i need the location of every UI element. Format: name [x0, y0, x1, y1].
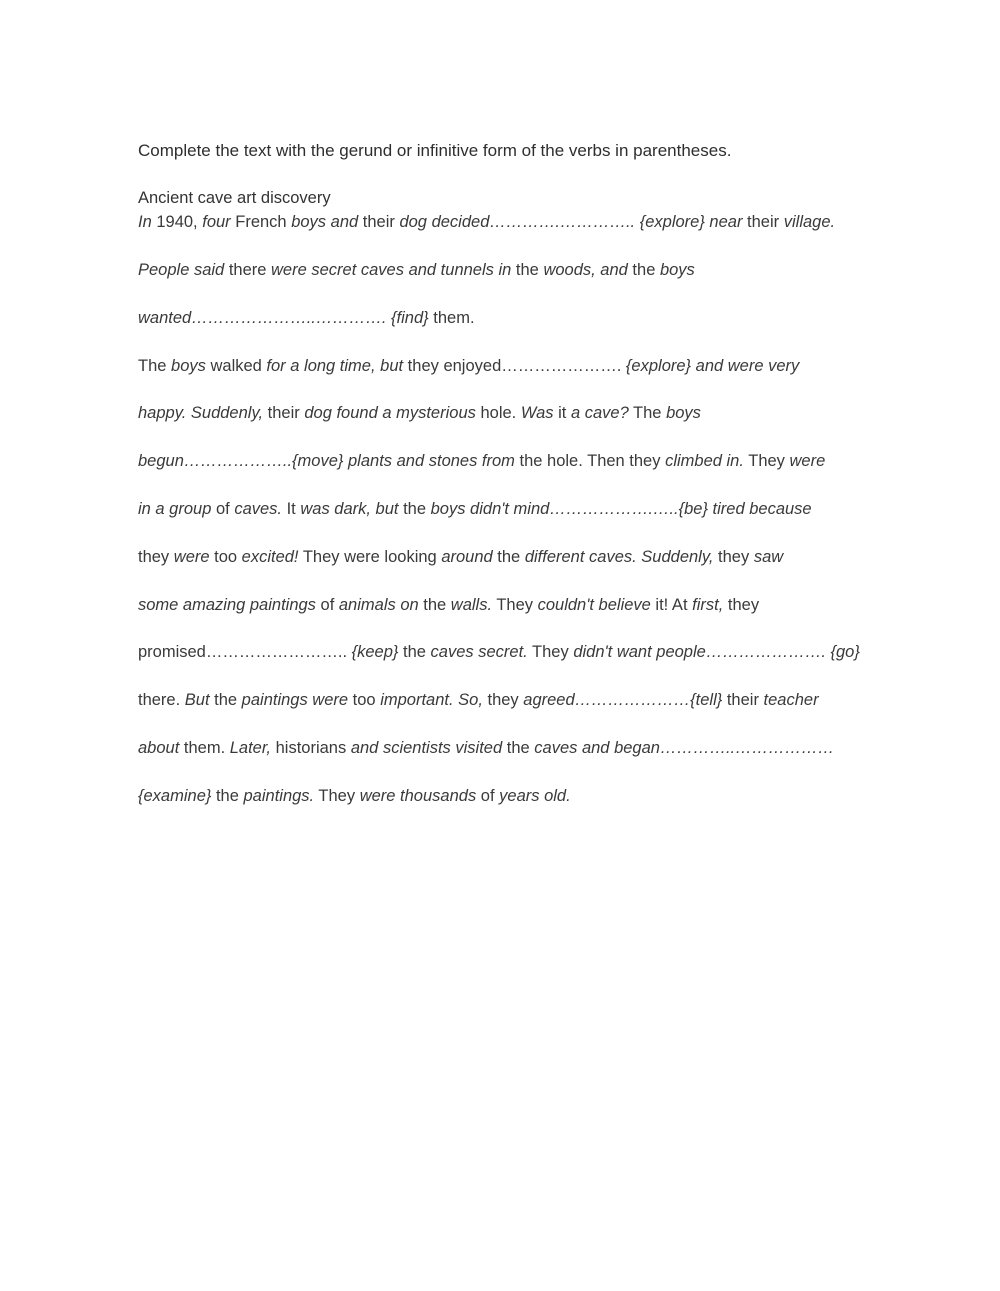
passage-text: for a long time, but — [266, 357, 404, 375]
passage-text: them. — [428, 309, 475, 327]
passage-text: village. — [783, 213, 836, 231]
passage-text: boys and — [291, 213, 359, 231]
passage-text: walls. — [450, 596, 493, 614]
passage-text: there. — [138, 691, 185, 709]
passage-text: saw — [753, 548, 784, 566]
passage-text: boys — [666, 404, 701, 422]
passage-text: Was — [520, 404, 554, 422]
passage-text: They — [743, 452, 790, 470]
passage-text: their — [742, 213, 784, 231]
passage-text: it! At — [650, 596, 693, 614]
passage-line — [138, 596, 759, 615]
passage-text: were secret caves and tunnels in — [271, 261, 512, 279]
passage-text: the — [211, 787, 244, 805]
passage-text: of — [315, 596, 339, 614]
passage-text: dog found a mysterious — [304, 404, 476, 422]
passage-text: historians — [271, 739, 351, 757]
passage-line — [138, 691, 819, 710]
passage-text: The — [138, 357, 172, 375]
passage-text: begun………………..{move} plants and stones from — [138, 452, 515, 470]
passage-text: important. So, — [380, 691, 483, 709]
passage-line — [138, 261, 695, 280]
passage-text: first, — [692, 596, 724, 614]
passage-line — [138, 548, 783, 567]
passage-line — [138, 643, 860, 662]
passage-text: {keep} — [351, 643, 399, 661]
passage-text: {examine} — [138, 787, 212, 805]
passage-text: the — [398, 500, 431, 518]
passage-text: their — [722, 691, 764, 709]
passage-text: they — [713, 548, 754, 566]
passage-text: boys — [171, 357, 206, 375]
passage-text: the — [502, 739, 535, 757]
passage-text: was dark, but — [300, 500, 399, 518]
passage-text: boys — [659, 261, 695, 279]
passage-text: happy. Suddenly, — [138, 404, 264, 422]
passage-line — [138, 739, 834, 758]
passage-text: there — [224, 261, 272, 279]
passage-text: They — [492, 596, 538, 614]
passage-text: around — [441, 548, 493, 566]
passage-line — [138, 787, 571, 806]
passage-text: climbed in. — [665, 452, 744, 470]
passage-text: People said — [138, 261, 225, 279]
passage-text: they — [138, 548, 174, 566]
passage-text: excited! — [241, 548, 299, 566]
passage-text: hole. — [475, 404, 521, 422]
passage-text: French — [230, 213, 292, 231]
passage-text: But — [184, 691, 210, 709]
passage-text: They — [527, 643, 574, 661]
passage-text: they enjoyed…………………. — [403, 357, 626, 375]
passage-text: boys didn't mind……………….…..{be} tired because — [430, 500, 812, 518]
passage-text: In — [138, 213, 152, 231]
passage-text: dog decided………….………….. {explore} near — [399, 213, 743, 231]
passage-line — [138, 309, 475, 328]
passage-text: The — [628, 404, 667, 422]
passage-text: Later, — [229, 739, 272, 757]
passage-text: were — [789, 452, 826, 470]
passage-text: it — [553, 404, 571, 422]
passage-text: of — [476, 787, 500, 805]
passage-text: caves. — [234, 500, 283, 518]
passage-text: some amazing paintings — [138, 596, 316, 614]
passage-text: were — [173, 548, 210, 566]
passage-text: about — [138, 739, 180, 757]
passage-text: their — [263, 404, 305, 422]
passage-text: they — [482, 691, 524, 709]
passage-text: years old. — [499, 787, 571, 805]
passage-text: of — [211, 500, 235, 518]
passage-text: teacher — [763, 691, 819, 709]
passage-text: the — [398, 643, 431, 661]
passage-text: agreed…………………{tell} — [523, 691, 723, 709]
instruction-text: Complete the text with the gerund or infinitive form of the verbs in parentheses. — [138, 141, 732, 160]
passage-text: too — [348, 691, 381, 709]
passage-text: their — [358, 213, 400, 231]
passage-text: too — [209, 548, 242, 566]
passage-text: didn't want people…………………. {go} — [573, 643, 860, 661]
passage-text: walked — [205, 357, 267, 375]
passage-line — [138, 500, 812, 519]
passage-text: paintings. — [243, 787, 315, 805]
passage-text: the — [627, 261, 660, 279]
passage-text: and scientists visited — [350, 739, 503, 757]
passage-text: {explore} and were very — [625, 357, 800, 375]
passage-text: the — [511, 261, 544, 279]
passage-text: They were looking — [298, 548, 442, 566]
passage-text: the — [209, 691, 242, 709]
passage-title: Ancient cave art discovery — [138, 189, 331, 207]
passage-text: They — [314, 787, 360, 805]
passage-line — [138, 404, 701, 423]
passage-text: the — [418, 596, 451, 614]
passage-text: caves secret. — [430, 643, 528, 661]
passage-text: It — [282, 500, 301, 518]
passage-text: a cave? — [570, 404, 629, 422]
passage-text: them. — [179, 739, 230, 757]
passage-text: promised…………………….. — [138, 643, 352, 661]
passage-text: caves and began…………..……………… — [534, 739, 835, 757]
passage-text: the hole. Then they — [514, 452, 666, 470]
passage-text: couldn't believe — [537, 596, 651, 614]
passage-line — [138, 213, 835, 232]
passage-text: the — [492, 548, 525, 566]
passage-line — [138, 452, 825, 471]
passage-line — [138, 357, 799, 376]
passage-text: four — [202, 213, 231, 231]
passage-text: woods, and — [543, 261, 628, 279]
passage-text: different caves. Suddenly, — [524, 548, 714, 566]
passage-text: were thousands — [359, 787, 477, 805]
passage-text: animals on — [338, 596, 419, 614]
passage-text: wanted…………………..…………. {find} — [138, 309, 429, 327]
passage-text: 1940, — [151, 213, 203, 231]
passage-text: in a group — [138, 500, 212, 518]
passage-text: they — [723, 596, 760, 614]
passage-text: paintings were — [241, 691, 349, 709]
